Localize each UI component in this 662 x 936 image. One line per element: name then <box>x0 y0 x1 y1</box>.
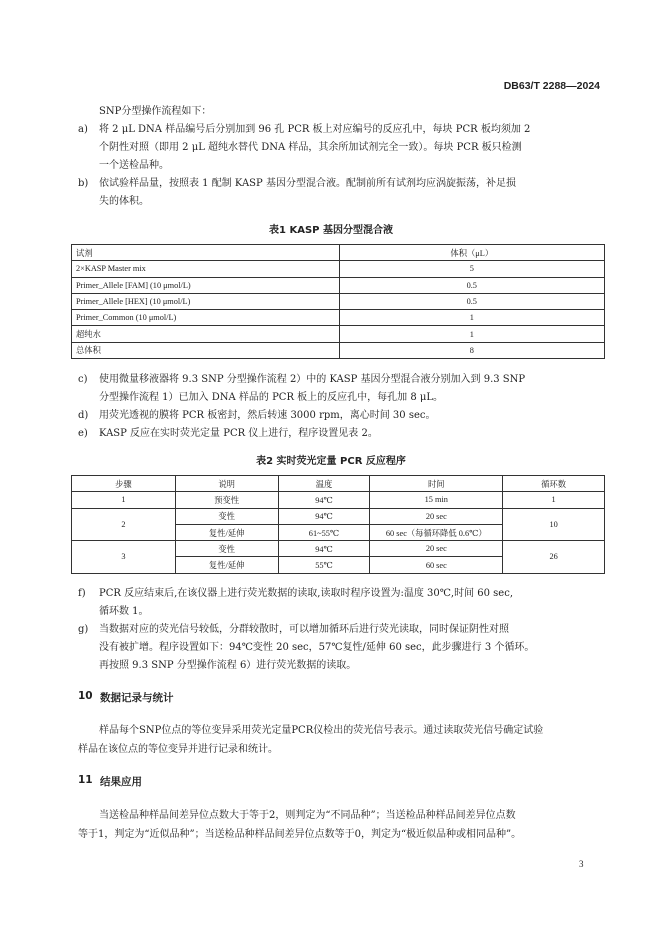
section-10-line-1: 样品每个SNP位点的等位变异采用荧光定量PCR仪检出的荧光信号表示。通过读取荧光信号确定试验 <box>99 725 544 736</box>
step-b-line-2: 失的体积。 <box>99 196 149 207</box>
step-b-label: b) <box>78 178 89 189</box>
table-row <box>72 342 605 358</box>
table2-cycles: 26 <box>503 541 605 574</box>
table2-time: 20 sec <box>370 508 503 524</box>
table1-cell: 8 <box>339 342 604 358</box>
table2-time: 60 sec（每循环降低 0.6℃） <box>370 524 503 540</box>
table2-header-cycles: 循环数 <box>503 476 605 492</box>
page-number: 3 <box>579 859 584 869</box>
section-10-line-2: 样品在该位点的等位变异并进行记录和统计。 <box>78 744 278 755</box>
step-d-line-1: 用荧光透视的膜将 PCR 板密封，然后转速 3000 rpm，离心时间 30 sec。 <box>99 410 436 421</box>
table-row <box>72 508 605 524</box>
table2-temp: 94℃ <box>278 492 370 508</box>
step-a-line-3: 一个送检品种。 <box>99 160 169 171</box>
step-c-line-2: 分型操作流程 1）已加入 DNA 样品的 PCR 板上的反应孔中，每孔加 8 μL。 <box>99 392 444 403</box>
table1-cell: Primer_Common (10 μmol/L) <box>72 310 340 326</box>
table2-desc: 预变性 <box>175 492 278 508</box>
step-f-label: f) <box>78 588 86 599</box>
table-row <box>72 277 605 293</box>
table2-desc: 变性 <box>175 541 278 557</box>
section-11-number: 11 <box>78 774 93 786</box>
table2-temp: 94℃ <box>278 508 370 524</box>
table1 <box>71 244 605 359</box>
table1-header-reagent: 试剂 <box>72 245 340 261</box>
table1-cell: 5 <box>339 261 604 277</box>
table2-desc: 变性 <box>175 508 278 524</box>
table2-time: 20 sec <box>370 541 503 557</box>
section-11-title: 结果应用 <box>100 776 142 788</box>
table-row <box>72 492 605 508</box>
table2-time: 60 sec <box>370 557 503 573</box>
step-a-line-2: 个阴性对照（即用 2 μL 超纯水替代 DNA 样品，其余所加试剂完全一致）。每块 PCR 板只检测 <box>99 142 522 153</box>
step-e-line-1: KASP 反应在实时荧光定量 PCR 仪上进行，程序设置见表 2。 <box>99 428 378 439</box>
table2-temp: 61~55℃ <box>278 524 370 540</box>
step-b-line-1: 依试验样品量，按照表 1 配制 KASP 基因分型混合液。配制前所有试剂均应涡旋振荡，补足损 <box>99 178 516 189</box>
section-11-line-2: 等于1，判定为“近似品种”；当送检品种样品间差异位点数等于0，判定为“极近似品种或相同品种”。 <box>78 829 522 840</box>
table-row <box>72 541 605 557</box>
table1-cell: 0.5 <box>339 293 604 309</box>
table1-title: 表1 KASP 基因分型混合液 <box>269 225 393 236</box>
table2-step-number: 3 <box>72 541 176 574</box>
table1-header-volume: 体积（μL） <box>339 245 604 261</box>
section-10-title: 数据记录与统计 <box>100 692 174 704</box>
step-g-line-3: 再按照 9.3 SNP 分型操作流程 6）进行荧光数据的读取。 <box>99 660 357 671</box>
table-row <box>72 310 605 326</box>
step-g-line-2: 没有被扩增。程序设置如下：94℃变性 20 sec，57℃复性/延伸 60 sec，此步骤进行 3 个循环。 <box>99 642 535 653</box>
table2-temp: 94℃ <box>278 541 370 557</box>
table2-header-desc: 说明 <box>175 476 278 492</box>
table1-cell: 2×KASP Master mix <box>72 261 340 277</box>
table1-cell: 0.5 <box>339 277 604 293</box>
table1-cell: 超纯水 <box>72 326 340 342</box>
step-a-line-1: 将 2 μL DNA 样品编号后分别加到 96 孔 PCR 板上对应编号的反应孔中，每块 PCR 板均须加 2 <box>99 124 531 135</box>
table1-cell: Primer_Allele [FAM] (10 μmol/L) <box>72 277 340 293</box>
document-code: DB63/T 2288—2024 <box>503 80 600 92</box>
step-g-label: g) <box>78 624 89 635</box>
table2-header-temp: 温度 <box>278 476 370 492</box>
table2-header-time: 时间 <box>370 476 503 492</box>
table1-cell: 1 <box>339 310 604 326</box>
table2 <box>71 475 605 574</box>
table1-cell: 总体积 <box>72 342 340 358</box>
step-g-line-1: 当数据对应的荧光信号较低，分群较散时，可以增加循环后进行荧光读取，同时保证阴性对照 <box>99 624 509 635</box>
table2-cycles: 1 <box>503 492 605 508</box>
table-row <box>72 326 605 342</box>
step-e-label: e) <box>78 428 88 439</box>
table2-cycles: 10 <box>503 508 605 541</box>
table2-step-number: 2 <box>72 508 176 541</box>
section-10-number: 10 <box>78 690 93 702</box>
table2-header-step: 步骤 <box>72 476 176 492</box>
table1-header-row <box>72 245 605 261</box>
table1-cell: Primer_Allele [HEX] (10 μmol/L) <box>72 293 340 309</box>
step-f-line-1: PCR 反应结束后,在该仪器上进行荧光数据的读取,读取时程序设置为:温度 30℃,时间 60 sec, <box>99 588 513 599</box>
table2-time: 15 min <box>370 492 503 508</box>
table-row <box>72 261 605 277</box>
step-c-line-1: 使用微量移液器将 9.3 SNP 分型操作流程 2）中的 KASP 基因分型混合液分别加入到 9.3 SNP <box>99 374 526 385</box>
table2-desc: 复性/延伸 <box>175 524 278 540</box>
table1-cell: 1 <box>339 326 604 342</box>
step-c-label: c) <box>78 374 88 385</box>
table-row <box>72 293 605 309</box>
procedure-intro: SNP分型操作流程如下： <box>99 106 212 117</box>
table2-header-row <box>72 476 605 492</box>
step-a-label: a) <box>78 124 88 135</box>
table2-title: 表2 实时荧光定量 PCR 反应程序 <box>256 456 406 467</box>
step-f-line-2: 循环数 1。 <box>99 606 149 617</box>
table2-desc: 复性/延伸 <box>175 557 278 573</box>
section-11-line-1: 当送检品种样品间差异位点数大于等于2，则判定为“不同品种”；当送检品种样品间差异位点数 <box>99 810 516 821</box>
table2-temp: 55℃ <box>278 557 370 573</box>
step-d-label: d) <box>78 410 89 421</box>
table2-step-number: 1 <box>72 492 176 508</box>
